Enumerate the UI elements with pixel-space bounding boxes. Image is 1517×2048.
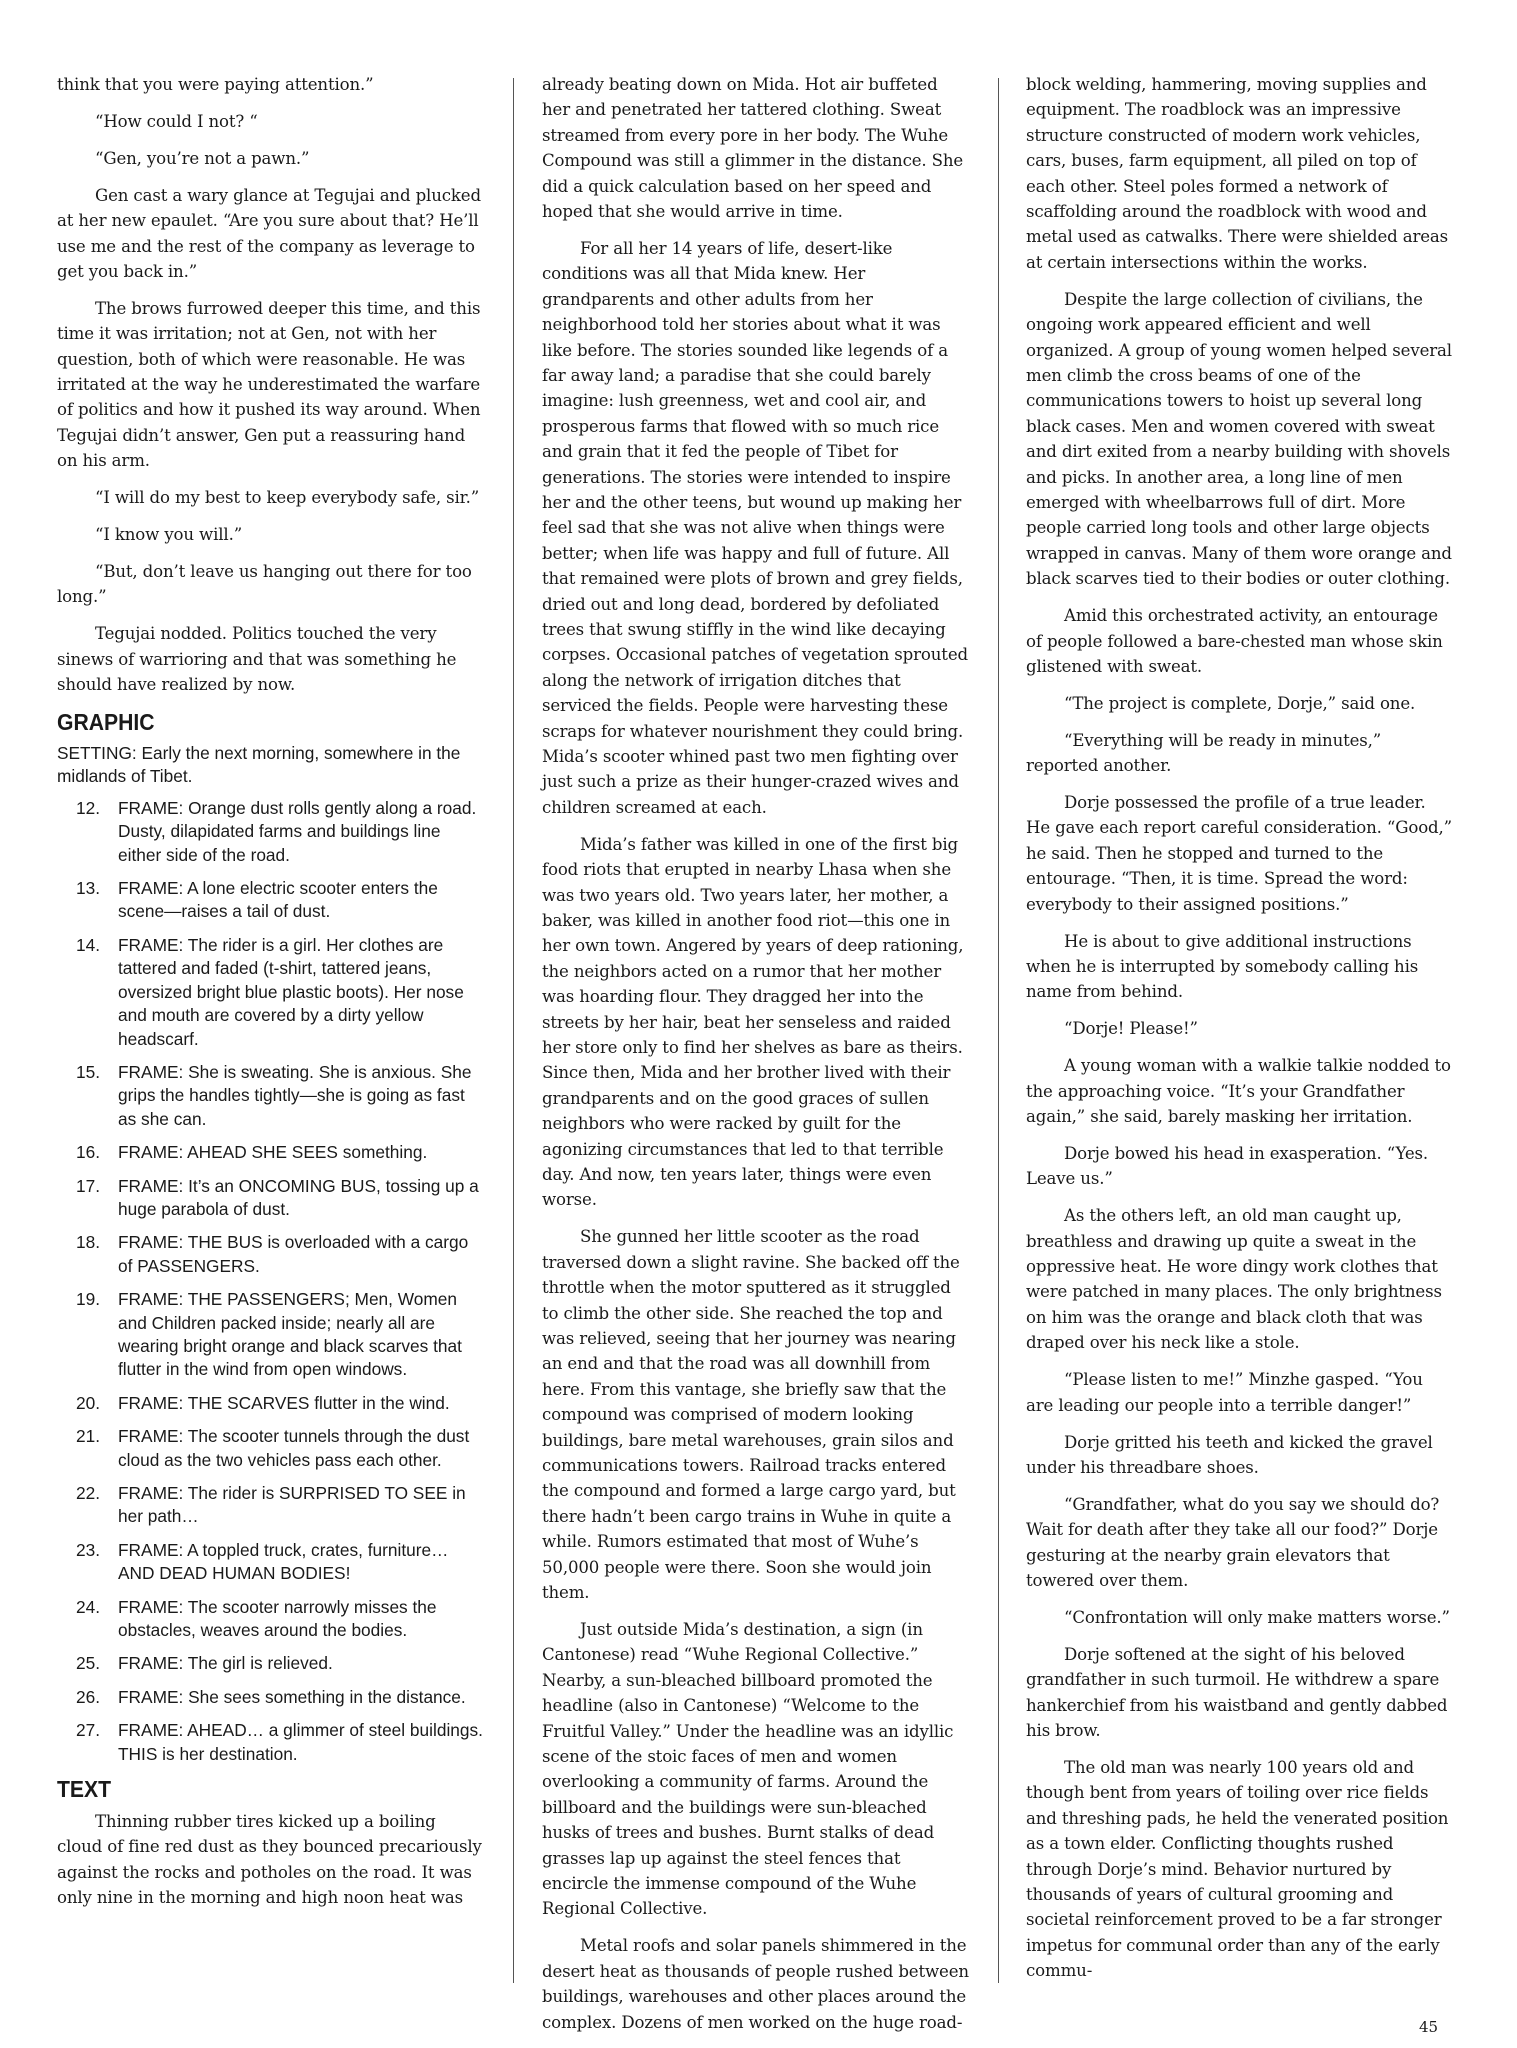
frame-item (57, 1141, 485, 1164)
paragraph: Dorje gritted his teeth and kicked the gravel under his threadbare shoes. (1026, 1432, 1433, 1477)
paragraph: Amid this orchestrated activity, an entourage of people followed a bare-chested man whose skin glistened with sweat. (1026, 606, 1443, 676)
frame-item (57, 1596, 485, 1643)
frame-text: FRAME: The rider is SURPRISED TO SEE in her path… (118, 1483, 466, 1527)
frame-text: FRAME: Orange dust rolls gently along a road. Dusty, dilapidated farms and buildings line either side of the road. (118, 797, 477, 865)
frame-item (57, 797, 485, 867)
frame-item (57, 1425, 485, 1472)
paragraph: Dorje possessed the profile of a true leader. He gave each report careful consideration. “Good,” he said. Then he stopped and turned to the entourage. “Then, it is time. Spread the word: everybody to their assigned positions.” (1026, 793, 1452, 914)
paragraph: “The project is complete, Dorje,” said one. (1064, 693, 1416, 713)
paragraph: The brows furrowed deeper this time, and this time it was irritation; not at Gen, not with her question, both of which were reasonable. He was irritated at the way he underestimated the warfare of politics and how it pushed its way around. When Tegujai didn’t answer, Gen put a reassuring hand on his arm. (57, 298, 481, 471)
frame-number: 20. (76, 1392, 101, 1413)
frame-text: FRAME: The scooter tunnels through the dust cloud as the two vehicles pass each other. (118, 1426, 470, 1470)
paragraph: The old man was nearly 100 years old and though bent from years of toiling over rice fields and threshing pads, he held the venerated position as a town elder. Conflicting thoughts rushed through Dorje’s mind. Behavior nurtured by thousands of years of cultural grooming and societal reinforcement proved to be a far stronger impetus for communal order than any of the early commu- (1026, 1757, 1449, 1981)
column-divider-right (998, 78, 999, 1983)
frame-number: 15. (76, 1061, 101, 1082)
frame-text: FRAME: A toppled truck, crates, furniture… AND DEAD HUMAN BODIES! (118, 1539, 449, 1584)
frame-item (57, 934, 485, 1051)
frame-text: FRAME: She sees something in the distance. (118, 1686, 466, 1707)
graphic-heading: GRAPHIC (57, 709, 155, 736)
setting-line: SETTING: Early the next morning, somewhere in the midlands of Tibet. (57, 743, 461, 787)
paragraph: Gen cast a wary glance at Tegujai and plucked at her new epaulet. “Are you sure about that? He’ll use me and the rest of the company as leverage to get you back in.” (57, 185, 481, 281)
paragraph: “Grandfather, what do you say we should do? Wait for death after they take all our food?” Dorje gesturing at the nearby grain elevators that towered over them. (1026, 1494, 1440, 1591)
paragraph: He is about to give additional instructions when he is interrupted by somebody calling his name from behind. (1026, 931, 1419, 1002)
frame-text: FRAME: The girl is relieved. (118, 1653, 333, 1674)
paragraph: think that you were paying attention.” (57, 75, 374, 94)
frame-number: 27. (76, 1720, 101, 1741)
frame-list (57, 797, 485, 1766)
frame-number: 14. (76, 934, 101, 955)
frame-number: 22. (76, 1483, 101, 1503)
frame-item (57, 1652, 485, 1675)
paragraph: As the others left, an old man caught up, breathless and drawing up quite a sweat in the oppressive heat. He wore dingy work clothes that were patched in many places. The only brightness on him was the orange and black cloth that was draped over his neck like a stole. (1026, 1206, 1442, 1353)
frame-number: 26. (76, 1686, 101, 1707)
frame-item (57, 1288, 485, 1382)
paragraph: already beating down on Mida. Hot air buffeted her and penetrated her tattered clothing. Sweat streamed from every pore in her body. The Wuhe Compound was still a glimmer in the distance. She did a quick calculation based on her speed and hoped that she would arrive in time. (542, 75, 964, 222)
frame-item (57, 1719, 485, 1766)
frame-text: FRAME: THE PASSENGERS; Men, Women and Children packed inside; nearly all are wearing bright orange and black scarves that flutter in the wind from open windows. (118, 1289, 462, 1380)
frame-number: 13. (76, 878, 101, 899)
page-number: 45 (1419, 2018, 1439, 2036)
paragraph: “But, don’t leave us hanging out there for too long.” (57, 562, 472, 607)
paragraph: Thinning rubber tires kicked up a boiling cloud of fine red dust as they bounced precariously against the rocks and potholes on the road. It was only nine in the morning and high noon heat was (57, 1812, 482, 1908)
frame-number: 23. (76, 1539, 101, 1560)
paragraph: “I know you will.” (95, 525, 243, 545)
frame-item (57, 1539, 485, 1586)
paragraph: “I will do my best to keep everybody safe, sir.” (95, 488, 480, 508)
frame-text: FRAME: THE BUS is overloaded with a cargo of PASSENGERS. (118, 1232, 469, 1276)
paragraph: Tegujai nodded. Politics touched the very sinews of warrioring and that was something he should have realized by now. (57, 624, 457, 695)
frame-item (57, 1231, 485, 1278)
paragraph: “Dorje! Please!” (1064, 1019, 1198, 1039)
frame-item (57, 1392, 485, 1415)
frame-text: FRAME: A lone electric scooter enters the scene—raises a tail of dust. (118, 878, 438, 922)
frame-text: FRAME: AHEAD SHE SEES something. (118, 1142, 428, 1163)
paragraph: “Gen, you’re not a pawn.” (95, 148, 310, 168)
frame-text: FRAME: The scooter narrowly misses the obstacles, weaves around the bodies. (118, 1596, 437, 1641)
paragraph: “Please listen to me!” Minzhe gasped. “You are leading our people into a terrible danger!” (1026, 1370, 1423, 1415)
frame-text: FRAME: The rider is a girl. Her clothes are tattered and faded (t-shirt, tattered jeans, oversized bright blue plastic boots). Her nose and mouth are covered by a dirty yellow headscarf. (118, 934, 464, 1049)
paragraph: Mida’s father was killed in one of the first big food riots that erupted in nearby Lhasa when she was two years old. Two years later, her mother, a baker, was killed in another food riot—this one in her own town. Angered by years of deep rationing, the neighbors acted on a rumor that her mother was hoarding flour. They dragged her into the streets by her hair, beat her senseless and raided her store only to find her shelves as bare as theirs. Since then, Mida and her brother lived with their grandparents and on the good graces of sullen neighbors who were racked by guilt for the agonizing circumstances that led to that terrible day. And now, ten years later, things were even worse. (542, 834, 964, 1210)
paragraph: Dorje bowed his head in exasperation. “Yes. Leave us.” (1026, 1143, 1429, 1189)
paragraph: Dorje softened at the sight of his beloved grandfather in such turmoil. He withdrew a spare hankerchief from his waistband and gently dabbed his brow. (1026, 1644, 1448, 1741)
frame-item (57, 877, 485, 924)
column-3 (1026, 72, 1454, 1995)
paragraph: “How could I not? “ (95, 111, 258, 131)
frame-number: 25. (76, 1653, 101, 1674)
paragraph: For all her 14 years of life, desert-like conditions was all that Mida knew. Her grandparents and other adults from her neighborhood told her stories about what it was like before. The stories sounded like legends of a far away land; a paradise that she could barely imagine: lush greenness, wet and cool air, and prosperous farms that flowed with so much rice and grain that it fed the people of Tibet for generations. The stories were intended to inspire her and the other teens, but wound up making her feel sad that she was not alive when things were better; when life was happy and full of future. All that remained were plots of brown and grey fields, dried out and long dead, bordered by defoliated trees that swung stiffly in the wind like decaying corpses. Occasional patches of vegetation sprouted along the network of irrigation ditches that serviced the fields. People were harvesting these scraps for whatever nourishment they could bring. Mida’s scooter whined past two men fighting over just such a prize as their hunger-crazed wives and children screamed at each. (542, 238, 968, 817)
paragraph: A young woman with a walkie talkie nodded to the approaching voice. “It’s your Grandfather again,” she said, barely masking her irritation. (1026, 1056, 1451, 1127)
frame-number: 16. (76, 1142, 101, 1163)
paragraph: block welding, hammering, moving supplies and equipment. The roadblock was an impressive structure constructed of modern work vehicles, cars, buses, farm equipment, all piled on top of each other. Steel poles formed a network of scaffolding around the roadblock with wood and metal used as catwalks. There were shielded areas at certain intersections within the works. (1026, 75, 1449, 272)
frame-number: 18. (76, 1232, 101, 1253)
frame-text: FRAME: It’s an ONCOMING BUS, tossing up a huge parabola of dust. (118, 1175, 479, 1219)
paragraph: She gunned her little scooter as the road traversed down a slight ravine. She backed off the throttle when the motor sputtered as it struggled to climb the other side. She reached the top and was relieved, seeing that her journey was nearing an end and that the road was all downhill from here. From this vantage, she briefly saw that the compound was comprised of modern looking buildings, bare metal warehouses, grain silos and communications towers. Railroad tracks entered the compound and formed a large cargo yard, but there hadn’t been cargo trains in Wuhe in quite a while. Rumors estimated that most of Wuhe’s 50,000 people were there. Soon she would join them. (542, 1227, 960, 1603)
frame-item (57, 1175, 485, 1222)
frame-item (57, 1686, 485, 1709)
paragraph: “Confrontation will only make matters worse.” (1064, 1607, 1450, 1627)
column-2 (542, 72, 969, 2046)
paragraph: Just outside Mida’s destination, a sign (in Cantonese) read “Wuhe Regional Collective.” Nearby, a sun-bleached billboard promoted the headline (also in Cantonese) “Welcome to the Fruitful Valley.” Under the headline was an idyllic scene of the stoic faces of men and women overlooking a community of farms. Around the billboard and the buildings were sun-bleached husks of trees and bushes. Burnt stalks of dead grasses lap up against the steel fences that encircle the immense compound of the Wuhe Regional Collective. (542, 1619, 954, 1919)
frame-item (57, 1061, 485, 1131)
paragraph: Metal roofs and solar panels shimmered in the desert heat as thousands of people rushed between buildings, warehouses and other places around the complex. Dozens of men worked on the huge road- (542, 1936, 969, 2032)
frame-text: FRAME: THE SCARVES flutter in the wind. (118, 1392, 450, 1413)
text-heading: TEXT (57, 1776, 112, 1803)
paragraph: “Everything will be ready in minutes,” reported another. (1026, 730, 1382, 776)
frame-number: 17. (76, 1175, 101, 1196)
frame-text: FRAME: She is sweating. She is anxious. She grips the handles tightly—she is going as fast as she can. (118, 1061, 472, 1129)
paragraph: Despite the large collection of civilians, the ongoing work appeared efficient and well organized. A group of young women helped several men climb the cross beams of one of the communications towers to hoist up several long black cases. Men and women covered with sweat and dirt exited from a nearby building with shovels and picks. In another area, a long line of men emerged with wheelbarrows full of dirt. More people carried long tools and other large objects wrapped in canvas. Many of them wore orange and black scarves tied to their bodies or outer clothing. (1026, 289, 1452, 589)
frame-number: 12. (76, 797, 101, 818)
frame-number: 24. (76, 1596, 101, 1617)
frame-text: FRAME: AHEAD… a glimmer of steel buildings. THIS is her destination. (118, 1720, 483, 1764)
column-divider-left (513, 78, 514, 1983)
frame-number: 19. (76, 1289, 101, 1310)
frame-number: 21. (76, 1426, 101, 1447)
frame-item (57, 1482, 485, 1529)
column-1 (57, 72, 485, 1922)
